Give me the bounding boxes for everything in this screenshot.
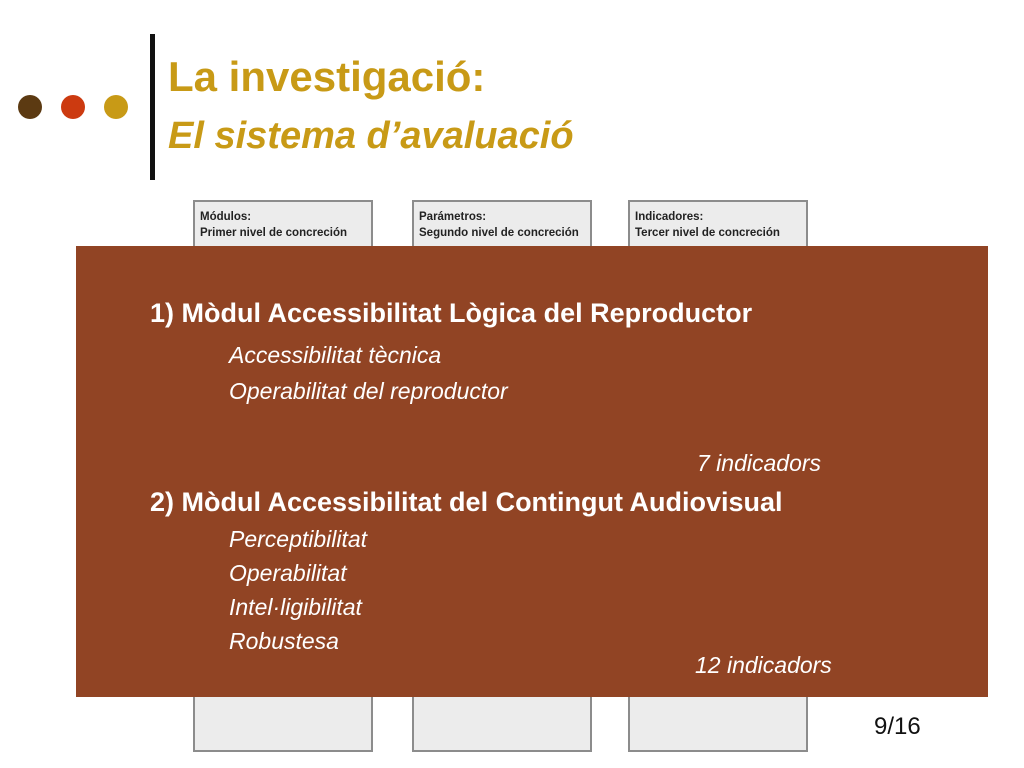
indicator-count: 12 indicadors (695, 652, 832, 678)
column-header-line2: Primer nivel de concreción (200, 227, 348, 239)
bullet-dot-gold (104, 95, 128, 119)
column-header-line2: Tercer nivel de concreción (635, 227, 780, 239)
column-header (195, 202, 371, 241)
column-header (414, 202, 590, 241)
module-item: Robustesa (229, 628, 339, 654)
page-number: 9/16 (874, 713, 921, 740)
module-item: Operabilitat del reproductor (229, 378, 508, 404)
content-panel (76, 246, 988, 697)
indicator-count: 7 indicadors (697, 450, 822, 476)
module-item: Intel·ligibilitat (229, 594, 362, 620)
module-item: Operabilitat (229, 560, 347, 586)
column-header-line1: Indicadores: (635, 211, 704, 223)
bullet-dot-dark (18, 95, 42, 119)
slide-subtitle: El sistema d’avaluació (168, 115, 574, 157)
bullet-dot-red (61, 95, 85, 119)
column-header-line1: Parámetros: (419, 211, 487, 223)
column-header-line2: Segundo nivel de concreción (419, 227, 579, 239)
module-item: Accessibilitat tècnica (229, 342, 442, 368)
module-item: Perceptibilitat (229, 526, 368, 552)
column-header (630, 202, 806, 241)
module-title: 1) Mòdul Accessibilitat Lògica del Reproductor (150, 298, 753, 328)
column-header-line1: Módulos: (200, 211, 252, 223)
title-divider (150, 34, 155, 180)
module-title: 2) Mòdul Accessibilitat del Contingut Audiovisual (150, 487, 783, 517)
slide-title: La investigació: (168, 53, 486, 100)
